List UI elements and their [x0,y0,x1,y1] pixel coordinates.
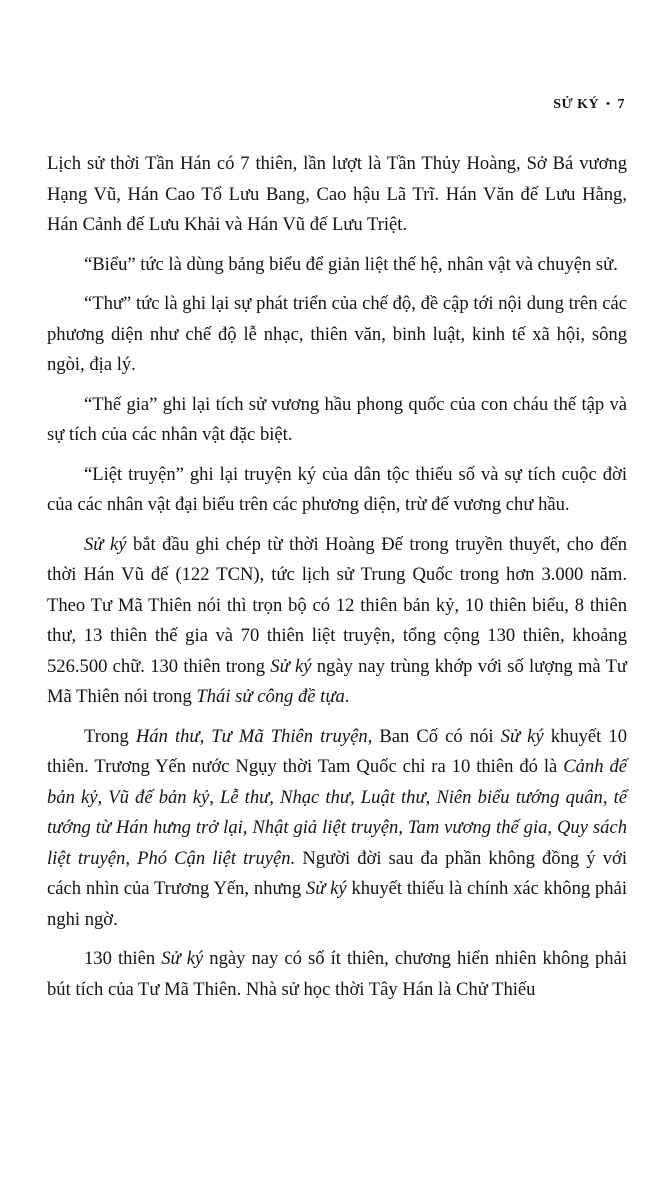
text-run: “Biểu” tức là dùng bảng biểu để giản liệt thế hệ, nhân vật và chuyện sử. [84,253,618,275]
text-run: 130 thiên [84,948,162,969]
paragraph [47,390,627,451]
italic-text-run: Sử ký [270,655,312,677]
paragraph [47,289,627,381]
running-title: SỬ KÝ [553,97,600,112]
text-run: “Liệt truyện” ghi lại truyện ký của dân tộc thiểu số và sự tích cuộc đời của các nhân vật đại biểu trên các phương diện, trừ đế vương chư hầu. [47,463,627,515]
paragraph [47,530,627,713]
italic-text-run: Sử ký [161,948,204,969]
paragraph [47,250,627,281]
italic-text-run: Sử ký [305,878,347,899]
page-number: 7 [617,97,625,112]
text-run: “Thế gia” ghi lại tích sử vương hầu phong quốc của con cháu thế tập và sự tích của các nhân vật đặc biệt. [47,393,627,445]
page-body [47,149,627,1014]
paragraph [47,149,627,241]
text-run: bắt đầu ghi chép từ thời Hoàng Đế trong truyền thuyết, cho đến thời Hán Vũ đế (122 TCN), tức lịch sử Trung Quốc trong hơn 3.000 năm. Theo Tư Mã Thiên nói thì trọn bộ có 12 thiên bản kỷ, 10 thiên biểu, 8 thiên thư, 13 thiên thế gia và 70 thiên liệt truyện, tổng cộng 130 thiên, khoảng 526.500 chữ. 130 thiên trong [47,533,627,677]
text-run: Lịch sử thời Tần Hán có 7 thiên, lần lượt là Tần Thủy Hoàng, Sở Bá vương Hạng Vũ, Hán Cao Tổ Lưu Bang, Cao hậu Lã Trĩ. Hán Văn đế Lưu Hằng, Hán Cảnh đế Lưu Khải và Hán Vũ đế Lưu Triệt. [47,153,627,235]
text-run: khuyết 10 thiên. Trương Yến nước Ngụy thời Tam Quốc chỉ ra 10 thiên đó là [47,725,628,777]
paragraph [47,944,627,1005]
italic-text-run: Cảnh đế bản kỷ, Vũ đế bản kỷ, Lễ thư, Nhạc thư, Luật thư, Niên biểu tướng quân, tể tướng từ Hán hưng trở lại, Nhật giả liệt truyện, Tam vương thế gia, Quy sách liệt truyện, Phó Cận liệt truyện. [47,756,627,869]
text-run: Người đời sau đa phần không đồng ý với cách nhìn của Trương Yến, nhưng [47,847,627,899]
paragraph [47,460,627,521]
text-run: . [344,686,350,707]
italic-text-run: Sử ký [84,533,127,555]
italic-text-run: Sử ký [500,725,544,747]
text-run: Ban Cố có nói [372,725,501,747]
text-run: khuyết thiếu là chính xác không phải nghi ngờ. [47,878,627,930]
italic-text-run: Hán thư, Tư Mã Thiên truyện, [135,725,373,747]
running-header [553,97,625,113]
text-run: ngày nay có số ít thiên, chương hiển nhiên không phải bút tích của Tư Mã Thiên. Nhà sử học thời Tây Hán là Chử Thiếu [47,948,627,1000]
text-run: “Thư” tức là ghi lại sự phát triển của chế độ, đề cập tới nội dung trên các phương diện như chế độ lễ nhạc, thiên văn, binh luật, kinh tế xã hội, sông ngòi, địa lý. [47,293,627,375]
paragraph [47,722,627,936]
header-separator: • [606,98,611,110]
text-run: Trong [84,725,136,747]
text-run: ngày nay trùng khớp với số lượng mà Tư Mã Thiên nói trong [47,655,628,707]
italic-text-run: Thái sử công đề tựa [196,686,345,707]
